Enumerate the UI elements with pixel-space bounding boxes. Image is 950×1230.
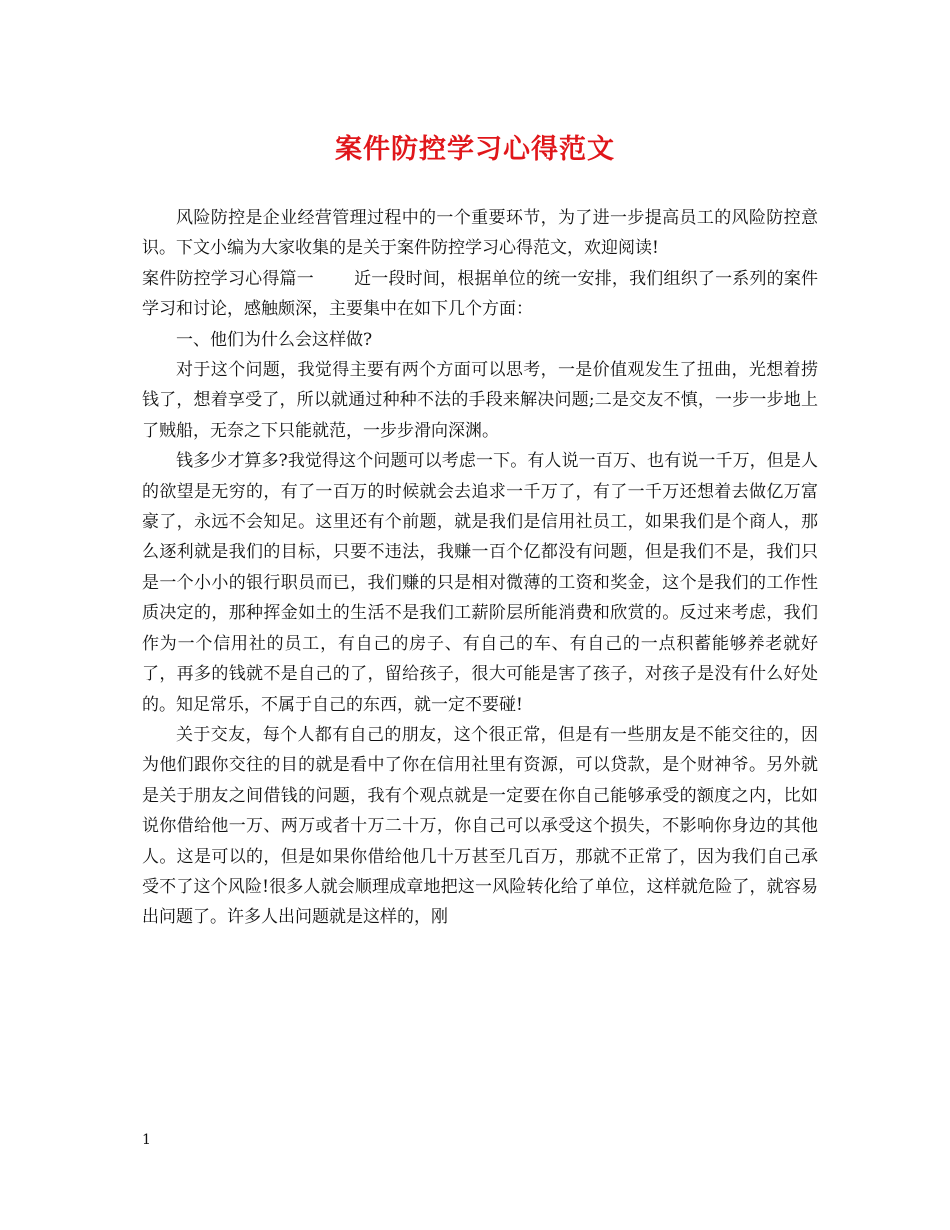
body-paragraph-money: 钱多少才算多?我觉得这个问题可以考虑一下。有人说一百万、也有说一千万，但是人的欲望是无穷的，有了一百万的时候就会去追求一千万了，有了一千万还想着去做亿万富豪了，永远不会知足。这里还有个前题，就是我们是信用社员工，如果我们是个商人，那么逐利就是我们的目标，只要不违法，我赚一百个亿都没有问题，但是我们不是，我们只是一个小小的银行职员而已，我们赚的只是相对微薄的工资和奖金，这个是我们的工作性质决定的，那种挥金如土的生活不是我们工薪阶层所能消费和欣赏的。反过来考虑，我们作为一个信用社的员工，有自己的房子、有自己的车、有自己的一点积蓄能够养老就好了，再多的钱就不是自己的了，留给孩子，很大可能是害了孩子，对孩子是没有什么好处的。知足常乐，不属于自己的东西，就一定不要碰!: [142, 451, 818, 715]
section-intro-paragraph: [142, 264, 818, 325]
question-heading: 一、他们为什么会这样做?: [176, 329, 373, 350]
body-paragraph-friends: 关于交友，每个人都有自己的朋友，这个很正常，但是有一些朋友是不能交往的，因为他们跟你交往的目的就是看中了你在信用社里有资源，可以贷款，是个财神爷。另外就是关于朋友之间借钱的问题，我有个观点就是一定要在你自己能够承受的额度之内，比如说你借给他一万、两万或者十万二十万，你自己可以承受这个损失，不影响你身边的其他人。这是可以的，但是如果你借给他几十万甚至几百万，那就不正常了，因为我们自己承受不了这个风险!很多人就会顺理成章地把这一风险转化给了单位，这样就危险了，就容易出问题了。许多人出问题就是这样的，刚: [142, 724, 818, 928]
page-number: 1: [142, 1132, 151, 1148]
section-intro-text: 近一段时间，根据单位的统一安排，我们组织了一系列的案件学习和讨论，感触颇深，主要集中在如下几个方面：: [142, 268, 819, 320]
body-paragraph-values: 对于这个问题，我觉得主要有两个方面可以思考，一是价值观发生了扭曲，光想着捞钱了，想着享受了，所以就通过种种不法的手段来解决问题;二是交友不慎，一步一步地上了贼船，无奈之下只能就范，一步步滑向深渊。: [142, 360, 818, 441]
intro-paragraph: 风险防控是企业经营管理过程中的一个重要环节，为了进一步提高员工的风险防控意识。下文小编为大家收集的是关于案件防控学习心得范文，欢迎阅读!: [142, 208, 818, 259]
document-body: [142, 203, 818, 933]
document-title: 案件防控学习心得范文: [335, 134, 615, 165]
section-heading: 案件防控学习心得篇一: [142, 268, 314, 289]
